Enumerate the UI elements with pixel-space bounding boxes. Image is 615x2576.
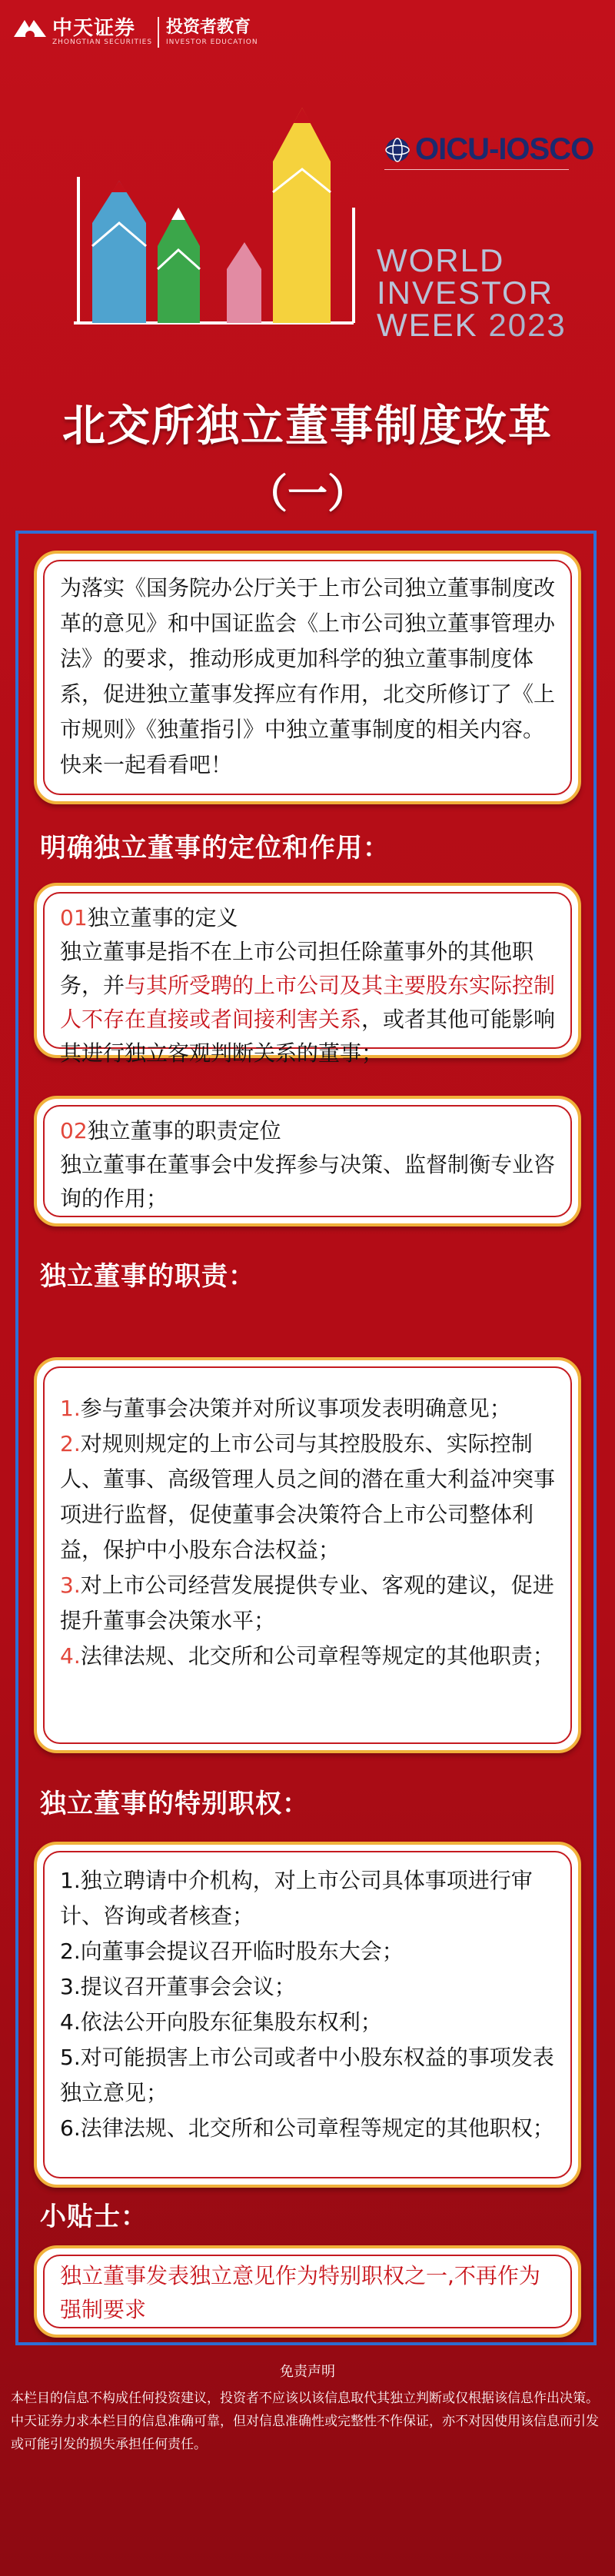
- duty-position-text: [60, 1114, 557, 1216]
- section-duties-heading: 独立董事的职责：: [40, 1261, 255, 1292]
- duty-text-2: 对规则规定的上市公司与其控股股东、实际控制人、董事、高级管理人员之间的潜在重大利益冲突事项进行监督，促使董事会决策符合上市公司整体利益，保护中小股东合法权益；: [60, 1431, 556, 1563]
- world-investor-week-logo: [377, 242, 567, 343]
- tips-card: [34, 2245, 581, 2338]
- education-en: INVESTOR EDUCATION: [166, 38, 258, 46]
- definition-number: 01: [60, 905, 88, 930]
- oicu-underline: [384, 169, 569, 175]
- duty-number-3: 3.: [60, 1573, 81, 1598]
- section-special-powers-heading: 独立董事的特别职权：: [40, 1789, 309, 1819]
- list-item: 6.法律法规、北交所和公司章程等规定的其他职权；: [60, 2115, 554, 2141]
- duty-text-4: 法律法规、北交所和公司章程等规定的其他职责；: [80, 1643, 554, 1669]
- duty-position-card: [34, 1096, 581, 1226]
- top-bar: [0, 0, 615, 62]
- list-item: 5.对可能损害上市公司或者中小股东权益的事项发表独立意见；: [60, 2045, 554, 2105]
- duty-position-number: 02: [60, 1118, 88, 1143]
- tips-heading: 小贴士：: [40, 2202, 148, 2232]
- list-item: 1.独立聘请中介机构，对上市公司具体事项进行审计、咨询或者核查；: [60, 1868, 533, 1929]
- wiw-line-3: [377, 309, 567, 341]
- duty-number-1: 1.: [60, 1396, 81, 1421]
- definition-title: 独立董事的定义: [87, 905, 238, 930]
- disclaimer: [0, 2361, 615, 2456]
- duty-text-1: 参与董事会决策并对所议事项发表明确意见；: [80, 1396, 511, 1421]
- oicu-iosco-logo: OICU-IOSCO: [415, 132, 594, 166]
- page-subtitle: （一）: [247, 471, 367, 518]
- duty-text-3: 对上市公司经营发展提供专业、客观的建议，促进提升董事会决策水平；: [60, 1573, 554, 1633]
- pencil-bars-illustration: [69, 92, 361, 331]
- intro-card: [34, 551, 581, 804]
- page-title: 北交所独立董事制度改革: [62, 401, 553, 451]
- list-item: [60, 1391, 557, 1426]
- definition-card: [34, 883, 581, 1066]
- list-item: 2.向董事会提议召开临时股东大会；: [60, 1939, 404, 1964]
- duty-position-body: 独立董事在董事会中发挥参与决策、监督制衡专业咨询的作用；: [60, 1152, 556, 1211]
- intro-text: 为落实《国务院办公厅关于上市公司独立董事制度改革的意见》和中国证监会《上市公司独立董事管理办法》的要求，推动形成更加科学的独立董事制度体系，促进独立董事发挥应有作用，北交所修订了《上市规则》《独董指引》中独立董事制度的相关内容。快来一起看看吧！: [60, 575, 556, 777]
- section-positioning-heading: 明确独立董事的定位和作用：: [40, 833, 390, 864]
- brand-divider: [158, 17, 159, 48]
- wiw-line-1: WORLD: [377, 242, 505, 278]
- definition-body-a: 独立董事是指不在上市公司担任除董事外的其他职务，并: [60, 939, 534, 998]
- wiw-year: 2023: [488, 307, 567, 343]
- duties-card: [34, 1357, 581, 1753]
- special-powers-list: [60, 1863, 557, 2146]
- tips-text: 独立董事发表独立意见作为特别职权之一,不再作为强制要求: [60, 2263, 540, 2322]
- brand-en: ZHONGTIAN SECURITIES: [52, 38, 153, 46]
- definition-text: [60, 901, 557, 1070]
- list-item: 4.依法公开向股东征集股东权利；: [60, 2009, 382, 2035]
- disclaimer-body: 本栏目的信息不构成任何投资建议，投资者不应该以该信息取代其独立判断或仅根据该信息作出决策。中天证券力求本栏目的信息准确可靠，但对信息准确性或完整性不作保证，亦不对因使用该信息而引发或可能引发的损失承担任何责任。: [11, 2391, 599, 2452]
- duty-number-2: 2.: [60, 1431, 81, 1456]
- list-item: [60, 1639, 557, 1674]
- disclaimer-title: 免责声明: [280, 2364, 335, 2380]
- definition-body-highlight: 与其所受聘的上市公司及其主要股东实际控制人不存在直接或者间接利害关系: [60, 973, 556, 1032]
- iosco-globe-icon: [384, 137, 411, 163]
- duty-number-4: 4.: [60, 1643, 81, 1669]
- brand-name: 中天证券: [52, 17, 136, 40]
- education-label: 投资者教育: [166, 18, 251, 37]
- special-powers-card: [34, 1842, 581, 2188]
- duties-list: [60, 1391, 557, 1674]
- duty-position-title: 独立董事的职责定位: [87, 1118, 281, 1143]
- list-item: [60, 1426, 557, 1568]
- zhongtian-logo-icon: [11, 14, 49, 45]
- list-item: 3.提议召开董事会会议；: [60, 1974, 296, 1999]
- definition-body-b: ，或者其他可能影响其进行独立客观判断关系的董事；: [60, 1007, 556, 1066]
- list-item: [60, 1568, 557, 1639]
- wiw-line-2: INVESTOR: [377, 275, 554, 311]
- wiw-week: WEEK: [377, 307, 478, 343]
